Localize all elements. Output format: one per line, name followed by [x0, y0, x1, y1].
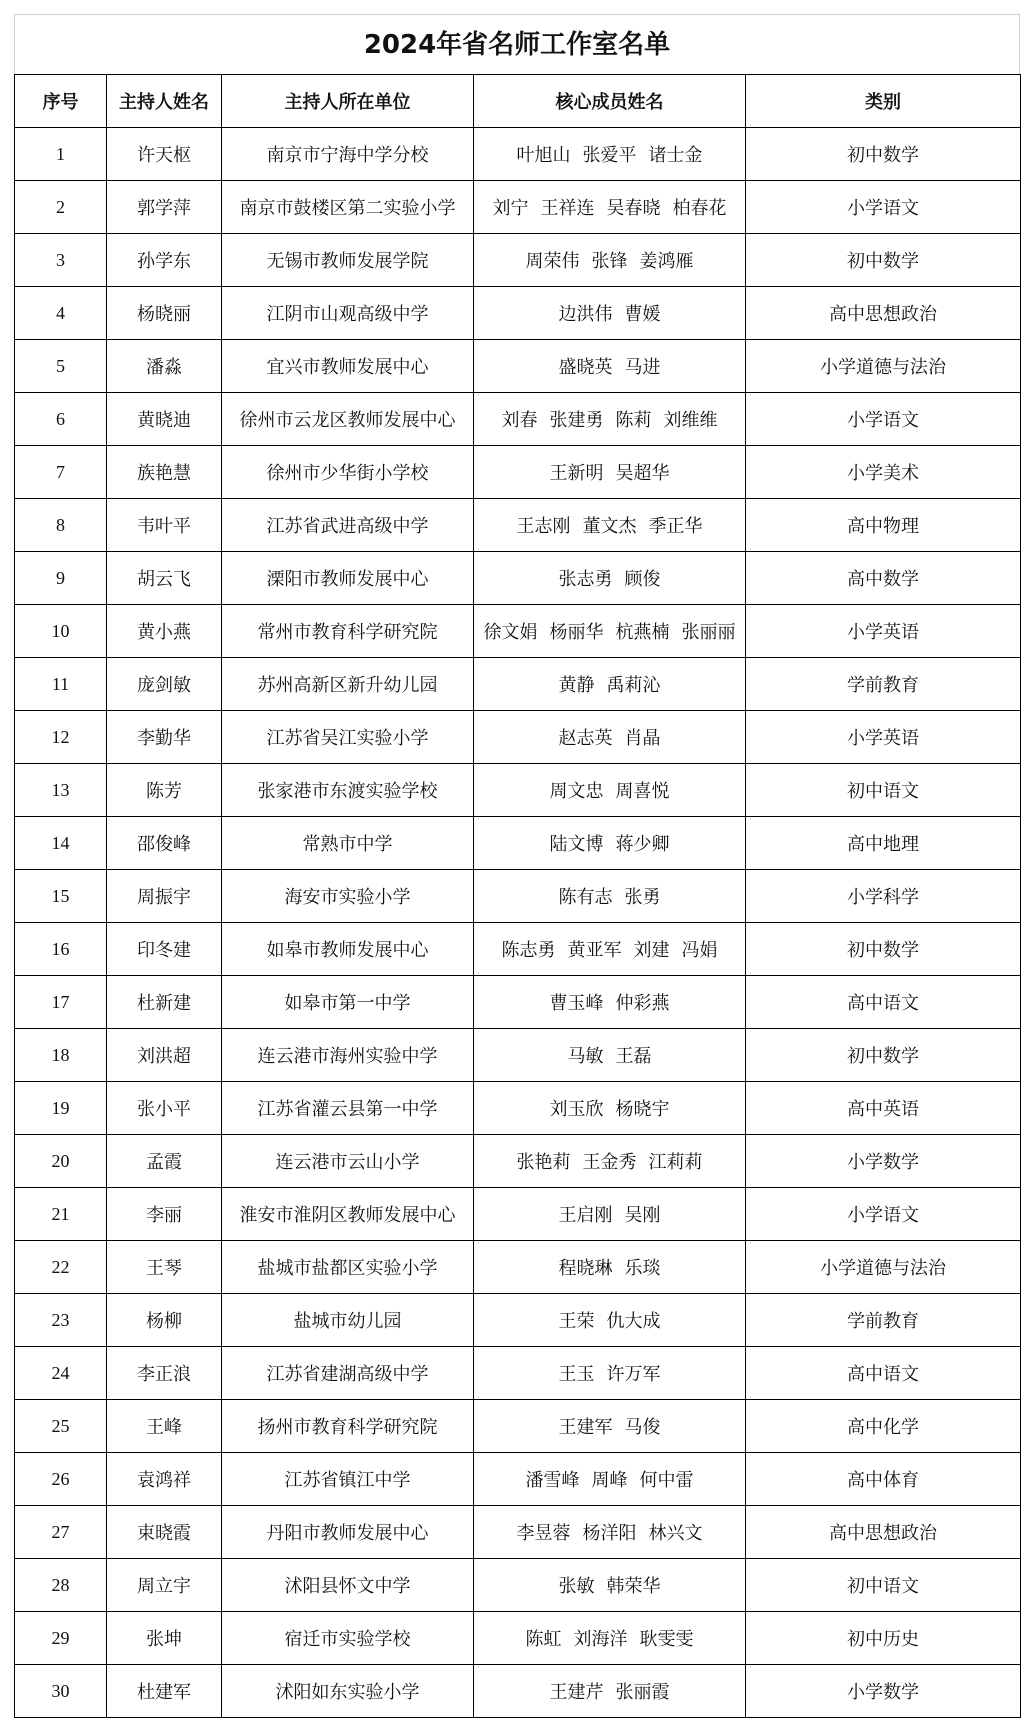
table-row: [15, 1347, 1021, 1400]
host-name: 王琴: [107, 1241, 222, 1294]
table-row: [15, 446, 1021, 499]
member-name: 张勇: [624, 887, 661, 908]
core-members: [474, 1559, 746, 1612]
member-name: 马进: [624, 357, 661, 378]
category: 高中物理: [746, 499, 1021, 552]
host-unit: 江阴市山观高级中学: [222, 287, 474, 340]
core-members: [474, 1188, 746, 1241]
member-name: 叶旭山: [516, 145, 571, 166]
member-name: 潘雪峰: [525, 1470, 580, 1491]
table-row: [15, 658, 1021, 711]
host-name: 袁鸿祥: [107, 1453, 222, 1506]
host-unit: 江苏省吴江实验小学: [222, 711, 474, 764]
table-row: [15, 605, 1021, 658]
category: 高中语文: [746, 1347, 1021, 1400]
category: 高中化学: [746, 1400, 1021, 1453]
category: 学前教育: [746, 658, 1021, 711]
member-name: 黄亚军: [567, 940, 622, 961]
member-name: 刘海洋: [573, 1629, 628, 1650]
category: 高中英语: [746, 1082, 1021, 1135]
host-name: 陈芳: [107, 764, 222, 817]
row-number: 11: [15, 658, 107, 711]
host-unit: 苏州高新区新升幼儿园: [222, 658, 474, 711]
core-members: [474, 711, 746, 764]
core-members: [474, 1347, 746, 1400]
table-row: [15, 1029, 1021, 1082]
row-number: 25: [15, 1400, 107, 1453]
member-name: 刘玉欣: [549, 1099, 604, 1120]
host-name: 印冬建: [107, 923, 222, 976]
table-row: [15, 1453, 1021, 1506]
row-number: 30: [15, 1665, 107, 1718]
category: 小学英语: [746, 605, 1021, 658]
host-name: 韦叶平: [107, 499, 222, 552]
header-row: [15, 75, 1021, 128]
host-name: 束晓霞: [107, 1506, 222, 1559]
table-row: [15, 287, 1021, 340]
row-number: 7: [15, 446, 107, 499]
member-name: 张丽霞: [615, 1682, 670, 1703]
core-members: [474, 870, 746, 923]
row-number: 27: [15, 1506, 107, 1559]
table-row: [15, 181, 1021, 234]
category: 初中数学: [746, 923, 1021, 976]
member-name: 仲彩燕: [615, 993, 670, 1014]
member-name: 张敏: [558, 1576, 595, 1597]
member-name: 杨洋阳: [582, 1523, 637, 1544]
core-members: [474, 658, 746, 711]
table-row: [15, 234, 1021, 287]
host-name: 李丽: [107, 1188, 222, 1241]
table-row: [15, 976, 1021, 1029]
table-row: [15, 1135, 1021, 1188]
member-name: 张爱平: [582, 145, 637, 166]
member-name: 吴春晓: [606, 198, 661, 219]
table-row: [15, 923, 1021, 976]
core-members: [474, 976, 746, 1029]
host-name: 庞剑敏: [107, 658, 222, 711]
core-members: [474, 234, 746, 287]
table-row: [15, 870, 1021, 923]
category: 小学语文: [746, 1188, 1021, 1241]
host-unit: 沭阳如东实验小学: [222, 1665, 474, 1718]
row-number: 8: [15, 499, 107, 552]
host-name: 孙学东: [107, 234, 222, 287]
row-number: 21: [15, 1188, 107, 1241]
core-members: [474, 1241, 746, 1294]
member-name: 周文忠: [549, 781, 604, 802]
core-members: [474, 923, 746, 976]
category: 初中数学: [746, 128, 1021, 181]
header-host-name: 主持人姓名: [107, 75, 222, 128]
host-name: 胡云飞: [107, 552, 222, 605]
core-members: [474, 1029, 746, 1082]
host-name: 王峰: [107, 1400, 222, 1453]
member-name: 杨丽华: [549, 622, 604, 643]
host-unit: 徐州市云龙区教师发展中心: [222, 393, 474, 446]
table-row: [15, 499, 1021, 552]
member-name: 仇大成: [606, 1311, 661, 1332]
table-row: [15, 1241, 1021, 1294]
host-unit: 南京市鼓楼区第二实验小学: [222, 181, 474, 234]
core-members: [474, 605, 746, 658]
member-name: 王建军: [558, 1417, 613, 1438]
roster-sheet: [14, 14, 1020, 1718]
member-name: 吴刚: [624, 1205, 661, 1226]
table-row: [15, 1665, 1021, 1718]
core-members: [474, 1135, 746, 1188]
host-name: 张坤: [107, 1612, 222, 1665]
row-number: 19: [15, 1082, 107, 1135]
row-number: 1: [15, 128, 107, 181]
member-name: 徐文娟: [483, 622, 538, 643]
member-name: 张艳莉: [516, 1152, 571, 1173]
member-name: 张建勇: [549, 410, 604, 431]
member-name: 王启刚: [558, 1205, 613, 1226]
host-unit: 无锡市教师发展学院: [222, 234, 474, 287]
member-name: 马敏: [567, 1046, 604, 1067]
member-name: 王祥连: [540, 198, 595, 219]
host-name: 许天枢: [107, 128, 222, 181]
host-name: 周立宇: [107, 1559, 222, 1612]
member-name: 冯娟: [681, 940, 718, 961]
row-number: 3: [15, 234, 107, 287]
host-unit: 连云港市海州实验中学: [222, 1029, 474, 1082]
host-unit: 盐城市盐都区实验小学: [222, 1241, 474, 1294]
category: 初中语文: [746, 764, 1021, 817]
member-name: 张锋: [591, 251, 628, 272]
member-name: 蒋少卿: [615, 834, 670, 855]
category: 高中体育: [746, 1453, 1021, 1506]
member-name: 肖晶: [624, 728, 661, 749]
core-members: [474, 1294, 746, 1347]
member-name: 陈有志: [558, 887, 613, 908]
table-row: [15, 817, 1021, 870]
category: 初中历史: [746, 1612, 1021, 1665]
host-name: 黄晓迪: [107, 393, 222, 446]
table-row: [15, 1612, 1021, 1665]
host-unit: 江苏省建湖高级中学: [222, 1347, 474, 1400]
member-name: 王金秀: [582, 1152, 637, 1173]
table-row: [15, 1506, 1021, 1559]
row-number: 4: [15, 287, 107, 340]
header-host-unit: 主持人所在单位: [222, 75, 474, 128]
host-unit: 宿迁市实验学校: [222, 1612, 474, 1665]
member-name: 周峰: [591, 1470, 628, 1491]
member-name: 柏春花: [672, 198, 727, 219]
host-unit: 如皋市教师发展中心: [222, 923, 474, 976]
table-row: [15, 1082, 1021, 1135]
core-members: [474, 340, 746, 393]
member-name: 曹媛: [624, 304, 661, 325]
category: 高中思想政治: [746, 287, 1021, 340]
table-row: [15, 393, 1021, 446]
core-members: [474, 1453, 746, 1506]
row-number: 16: [15, 923, 107, 976]
host-unit: 江苏省镇江中学: [222, 1453, 474, 1506]
category: 小学科学: [746, 870, 1021, 923]
member-name: 周喜悦: [615, 781, 670, 802]
member-name: 王荣: [558, 1311, 595, 1332]
host-unit: 江苏省灌云县第一中学: [222, 1082, 474, 1135]
host-name: 邵俊峰: [107, 817, 222, 870]
category: 小学语文: [746, 393, 1021, 446]
category: 高中思想政治: [746, 1506, 1021, 1559]
category: 小学道德与法治: [746, 1241, 1021, 1294]
member-name: 许万军: [606, 1364, 661, 1385]
member-name: 姜鸿雁: [639, 251, 694, 272]
host-unit: 常熟市中学: [222, 817, 474, 870]
row-number: 20: [15, 1135, 107, 1188]
header-core-members: 核心成员姓名: [474, 75, 746, 128]
host-name: 李正浪: [107, 1347, 222, 1400]
host-unit: 如皋市第一中学: [222, 976, 474, 1029]
host-unit: 淮安市淮阴区教师发展中心: [222, 1188, 474, 1241]
host-name: 黄小燕: [107, 605, 222, 658]
core-members: [474, 817, 746, 870]
member-name: 杭燕楠: [615, 622, 670, 643]
category: 小学英语: [746, 711, 1021, 764]
member-name: 周荣伟: [525, 251, 580, 272]
member-name: 程晓琳: [558, 1258, 613, 1279]
host-unit: 盐城市幼儿园: [222, 1294, 474, 1347]
row-number: 2: [15, 181, 107, 234]
row-number: 26: [15, 1453, 107, 1506]
core-members: [474, 393, 746, 446]
host-unit: 徐州市少华街小学校: [222, 446, 474, 499]
member-name: 王新明: [549, 463, 604, 484]
member-name: 顾俊: [624, 569, 661, 590]
member-name: 江莉莉: [648, 1152, 703, 1173]
host-name: 张小平: [107, 1082, 222, 1135]
category: 小学道德与法治: [746, 340, 1021, 393]
host-unit: 宜兴市教师发展中心: [222, 340, 474, 393]
core-members: [474, 499, 746, 552]
member-name: 马俊: [624, 1417, 661, 1438]
row-number: 15: [15, 870, 107, 923]
host-name: 周振宇: [107, 870, 222, 923]
host-name: 族艳慧: [107, 446, 222, 499]
row-number: 17: [15, 976, 107, 1029]
member-name: 陈虹: [525, 1629, 562, 1650]
member-name: 耿雯雯: [639, 1629, 694, 1650]
table-row: [15, 711, 1021, 764]
member-name: 董文杰: [582, 516, 637, 537]
table-row: [15, 552, 1021, 605]
member-name: 曹玉峰: [549, 993, 604, 1014]
category: 小学数学: [746, 1135, 1021, 1188]
category: 初中语文: [746, 1559, 1021, 1612]
category: 高中数学: [746, 552, 1021, 605]
row-number: 5: [15, 340, 107, 393]
member-name: 王磊: [615, 1046, 652, 1067]
category: 小学数学: [746, 1665, 1021, 1718]
member-name: 张丽丽: [681, 622, 736, 643]
row-number: 28: [15, 1559, 107, 1612]
member-name: 陈莉: [615, 410, 652, 431]
core-members: [474, 764, 746, 817]
category: 高中语文: [746, 976, 1021, 1029]
member-name: 杨晓宇: [615, 1099, 670, 1120]
member-name: 韩荣华: [606, 1576, 661, 1597]
category: 高中地理: [746, 817, 1021, 870]
host-unit: 丹阳市教师发展中心: [222, 1506, 474, 1559]
host-name: 杨晓丽: [107, 287, 222, 340]
core-members: [474, 446, 746, 499]
table-body: [15, 128, 1021, 1718]
member-name: 林兴文: [648, 1523, 703, 1544]
header-category: 类别: [746, 75, 1021, 128]
member-name: 赵志英: [558, 728, 613, 749]
table-row: [15, 1559, 1021, 1612]
row-number: 24: [15, 1347, 107, 1400]
host-unit: 连云港市云山小学: [222, 1135, 474, 1188]
table-row: [15, 764, 1021, 817]
core-members: [474, 1612, 746, 1665]
row-number: 23: [15, 1294, 107, 1347]
header-number: 序号: [15, 75, 107, 128]
core-members: [474, 1506, 746, 1559]
member-name: 刘宁: [492, 198, 529, 219]
host-name: 孟霞: [107, 1135, 222, 1188]
member-name: 刘建: [633, 940, 670, 961]
member-name: 禹莉沁: [606, 675, 661, 696]
member-name: 刘春: [501, 410, 538, 431]
category: 小学美术: [746, 446, 1021, 499]
core-members: [474, 552, 746, 605]
row-number: 14: [15, 817, 107, 870]
category: 小学语文: [746, 181, 1021, 234]
host-name: 刘洪超: [107, 1029, 222, 1082]
host-unit: 南京市宁海中学分校: [222, 128, 474, 181]
core-members: [474, 128, 746, 181]
member-name: 黄静: [558, 675, 595, 696]
host-unit: 海安市实验小学: [222, 870, 474, 923]
table-row: [15, 1400, 1021, 1453]
table-row: [15, 128, 1021, 181]
row-number: 10: [15, 605, 107, 658]
host-unit: 溧阳市教师发展中心: [222, 552, 474, 605]
row-number: 9: [15, 552, 107, 605]
core-members: [474, 181, 746, 234]
core-members: [474, 287, 746, 340]
table-row: [15, 340, 1021, 393]
category: 学前教育: [746, 1294, 1021, 1347]
table-row: [15, 1294, 1021, 1347]
member-name: 边洪伟: [558, 304, 613, 325]
member-name: 陈志勇: [501, 940, 556, 961]
member-name: 何中雷: [639, 1470, 694, 1491]
category: 初中数学: [746, 1029, 1021, 1082]
row-number: 18: [15, 1029, 107, 1082]
row-number: 13: [15, 764, 107, 817]
core-members: [474, 1400, 746, 1453]
host-unit: 张家港市东渡实验学校: [222, 764, 474, 817]
member-name: 李昱蓉: [516, 1523, 571, 1544]
member-name: 诸士金: [648, 145, 703, 166]
host-unit: 扬州市教育科学研究院: [222, 1400, 474, 1453]
member-name: 乐琰: [624, 1258, 661, 1279]
host-name: 杜建军: [107, 1665, 222, 1718]
host-name: 李勤华: [107, 711, 222, 764]
host-unit: 沭阳县怀文中学: [222, 1559, 474, 1612]
core-members: [474, 1082, 746, 1135]
row-number: 22: [15, 1241, 107, 1294]
host-name: 杜新建: [107, 976, 222, 1029]
table-row: [15, 1188, 1021, 1241]
host-name: 潘淼: [107, 340, 222, 393]
core-members: [474, 1665, 746, 1718]
member-name: 陆文博: [549, 834, 604, 855]
host-unit: 常州市教育科学研究院: [222, 605, 474, 658]
row-number: 12: [15, 711, 107, 764]
member-name: 王建芹: [549, 1682, 604, 1703]
category: 初中数学: [746, 234, 1021, 287]
member-name: 季正华: [648, 516, 703, 537]
member-name: 张志勇: [558, 569, 613, 590]
member-name: 盛晓英: [558, 357, 613, 378]
row-number: 29: [15, 1612, 107, 1665]
member-name: 吴超华: [615, 463, 670, 484]
host-name: 杨柳: [107, 1294, 222, 1347]
row-number: 6: [15, 393, 107, 446]
host-name: 郭学萍: [107, 181, 222, 234]
page-title: 2024年省名师工作室名单: [14, 14, 1020, 74]
roster-table: [14, 74, 1021, 1718]
member-name: 王玉: [558, 1364, 595, 1385]
member-name: 王志刚: [516, 516, 571, 537]
member-name: 刘维维: [663, 410, 718, 431]
host-unit: 江苏省武进高级中学: [222, 499, 474, 552]
